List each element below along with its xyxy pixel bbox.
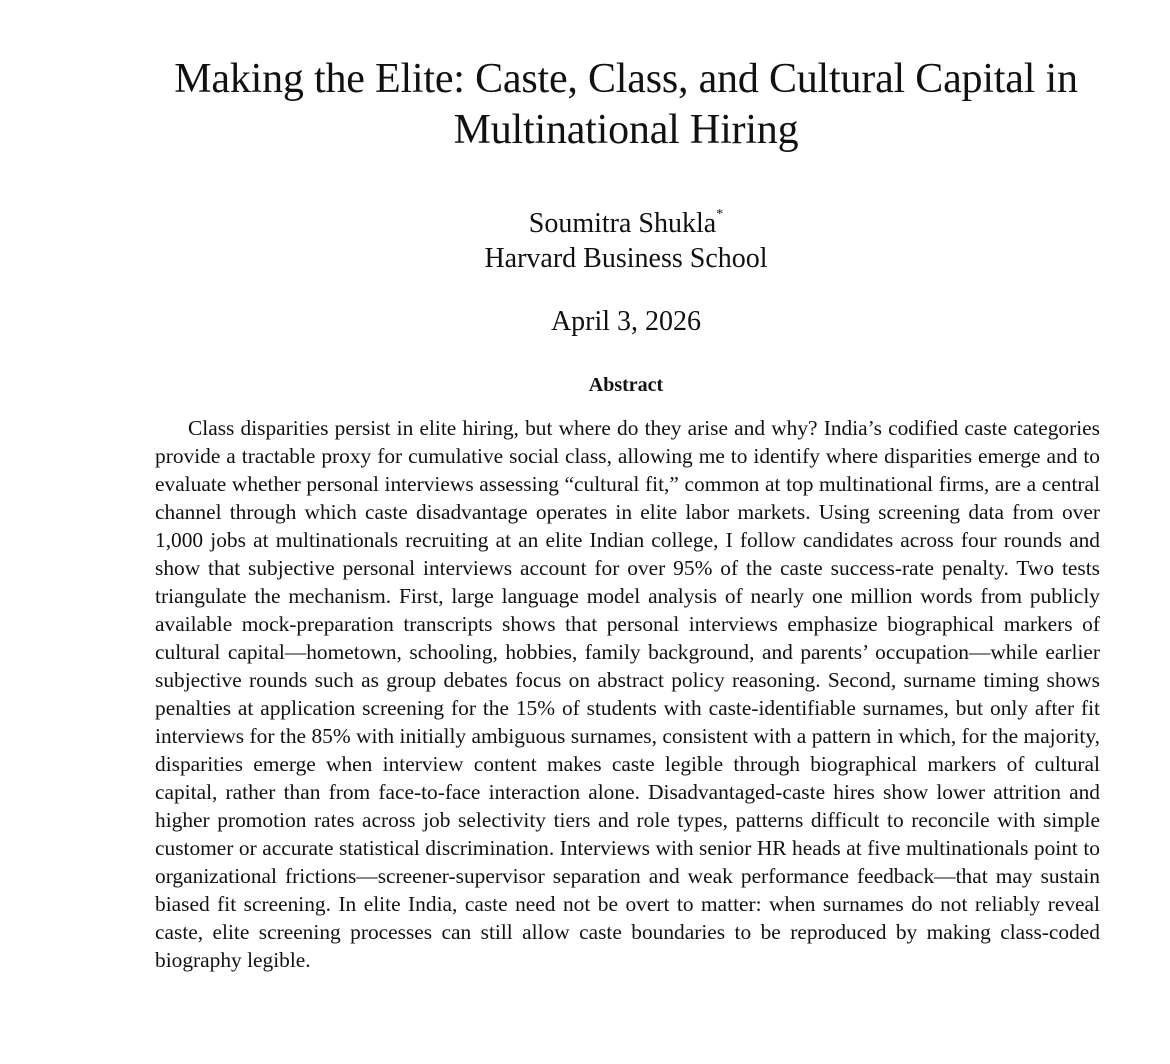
- paper-date: April 3, 2026: [550, 306, 702, 337]
- author-affiliation: Harvard Business School: [484, 243, 768, 274]
- paper-title: Making the Elite: Caste, Class, and Cultural Capital in Multinational Hiring: [174, 56, 1078, 153]
- abstract-text: Class disparities persist in elite hiring, but where do they arise and why? India’s codified caste categories provide a tractable proxy for cumulative social class, allowing me to identify where disparities emerge and to evaluate whether personal interviews assessing “cultural fit,” common at top multinational firms, are a central channel through which caste disadvantage operates in elite labor markets. Using screening data from over 1,000 jobs at multinationals recruiting at an elite Indian college, I follow candidates across four rounds and show that subjective personal interviews account for over 95% of the caste success-rate penalty. Two tests triangulate the mechanism. First, large language model analysis of nearly one million words from publicly available mock-preparation transcripts shows that personal interviews emphasize biographical markers of cultural capital—hometown, schooling, hobbies, family background, and parents’ occupation—while earlier subjective rounds such as group debates focus on abstract policy reasoning. Second, surname timing shows penalties at application screening for the 15% of students with caste-identifiable surnames, but only after fit interviews for the 85% with initially ambiguous surnames, consistent with a pattern in which, for the majority, disparities emerge when interview content makes caste legible through biographical markers of cultural capital, rather than from face-to-face interaction alone. Disadvantaged-caste hires show lower attrition and higher promotion rates across job selectivity tiers and role types, patterns difficult to reconcile with simple customer or accurate statistical discrimination. Interviews with senior HR heads at five multinationals point to organizational frictions—screener-supervisor separation and weak performance feedback—that may sustain biased fit screening. In elite India, caste need not be overt to matter: when surnames do not reliably reveal caste, elite screening processes can still allow caste boundaries to be reproduced by making class-coded biography legible.: [155, 416, 1100, 972]
- author-block: [100, 206, 1152, 276]
- abstract-heading: Abstract: [588, 374, 664, 396]
- author-name: Soumitra Shukla: [528, 208, 717, 239]
- author-line: [100, 206, 1152, 241]
- author-footnote-mark: *: [716, 207, 724, 222]
